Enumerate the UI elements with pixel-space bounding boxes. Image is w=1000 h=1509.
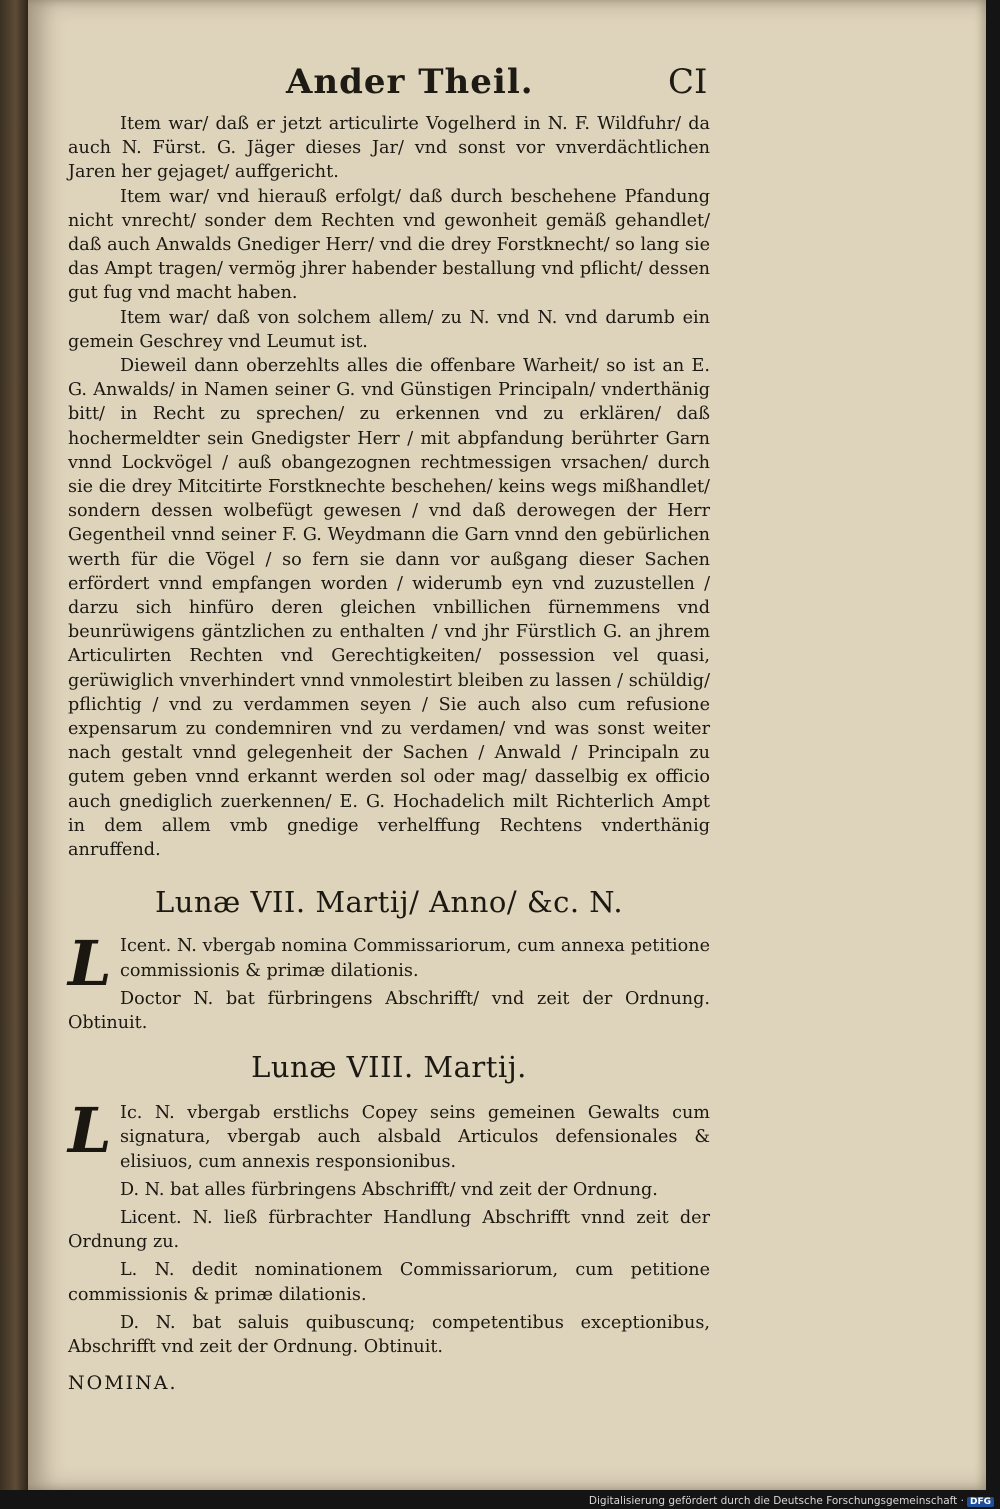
paragraph: Dieweil dann oberzehlts alles die offenbare Warheit/ so ist an E. G. Anwalds/ in Namen seiner G. vnd Günstigen Principaln/ vnderthänig bitt/ in Recht zu sprechen/ zu erkennen vnd zu erklären/ daß hochermeldter sein Gnedigster Herr / mit abpfandung berührter Garn vnnd Lockvögel / auß obangezognen rechtmessigen vrsachen/ durch sie die drey Mitcitirte Forstknechte beschehen/ keins wegs mißhandlet/ sondern dessen wolbefügt gewesen / vnd daß derowegen der Herr Gegentheil vnnd seiner F. G. Weydmann die Garn vnnd den gebürlichen werth für die Vögel / so fern sie dann vor außgang dieser Sachen erfördert vnnd empfangen worden / widerumb eyn vnd zuzustellen / darzu sich hinfüro deren gleichen vnbillichen fürnemmens vnd beunrüwigens gäntzlichen zu enthalten / vnd jhr Fürstlich G. an jhrem Articulirten Rechten vnd Gerechtigkeiten/ possession vel quasi, gerüwiglich vnverhindert vnnd vnmolestirt bleiben zu lassen / schüldig/ pflichtig / vnd zu verdammen seyen / Sie auch also cum refusione expensarum zu condemniren vnd zu verdamen/ vnd was sonst weiter nach gestalt vnnd gelegenheit der Sachen / Anwald / Principaln zu gutem geben vnnd erkannt werden sol oder mag/ dasselbig ex officio auch gnediglich zuerkennen/ E. G. Hochadelich milt Richterlich Ampt in dem allem vmb gnedige verhelffung Rechtens vnderthänig anruffend. (68, 356, 710, 861)
paragraph: Doctor N. bat fürbringens Abschrifft/ vnd zeit der Ordnung. Obtinuit. (68, 988, 710, 1033)
text-block (68, 112, 710, 1395)
running-head: Ander Theil. (286, 62, 534, 102)
paragraph: Item war/ vnd hierauß erfolgt/ daß durch beschehene Pfandung nicht vnrecht/ sonder dem Rechten vnd gewonheit gemäß gehandlet/ daß auch Anwalds Gnediger Herr/ vnd die drey Forstknecht/ so lang sie das Ampt tragen/ vermög jhrer habender bestallung vnd pflicht/ dessen gut fug vnd macht haben. (68, 186, 710, 304)
drop-cap-letter: L (68, 927, 112, 1001)
credit-text: Digitalisierung gefördert durch die Deutsche Forschungsgemeinschaft · (588, 1495, 964, 1507)
paragraph: Licent. N. ließ fürbrachter Handlung Abschrifft vnnd zeit der Ordnung zu. (68, 1207, 710, 1253)
dfg-logo-icon: DFG (967, 1497, 994, 1507)
scanned-page (28, 0, 986, 1490)
drop-cap-paragraph (68, 927, 710, 1001)
paragraph: D. N. bat saluis quibuscunq; competentibus exceptionibus, Abschrifft vnd zeit der Ordnung. Obtinuit. (68, 1312, 710, 1357)
paragraph: D. N. bat alles fürbringens Abschrifft/ vnd zeit der Ordnung. (120, 1179, 658, 1200)
digitization-credit (589, 1495, 994, 1507)
catchword: NOMINA. (68, 1372, 178, 1395)
paragraph-text: Ic. N. vbergab erstlichs Copey seins gemeinen Gewalts cum signatura, vbergab auch alsbald Articulos defensionales & elisiuos, cum annexis responsionibus. (120, 1103, 710, 1172)
folio-number: CI (668, 62, 708, 102)
book-spine-edge (0, 0, 28, 1490)
paragraph: L. N. dedit nominationem Commissariorum, cum petitione commissionis & primæ dilationis. (68, 1260, 710, 1305)
drop-cap-paragraph (68, 1094, 710, 1174)
drop-cap-letter: L (68, 1094, 112, 1168)
section-heading: Lunæ VII. Martij/ Anno/ &c. N. (154, 885, 624, 920)
paragraph: Item war/ daß von solchem allem/ zu N. vnd N. vnd darumb ein gemein Geschrey vnd Leumut ist. (68, 307, 710, 352)
paragraph: Item war/ daß er jetzt articulirte Vogelherd in N. F. Wildfuhr/ da auch N. Fürst. G. Jäger dieses Jar/ vnd sonst vor vnverdächtlichen Jaren her gejaget/ auffgericht. (68, 114, 710, 183)
paragraph-text: Icent. N. vbergab nomina Commissariorum, cum annexa petitione commissionis & primæ dilationis. (120, 936, 710, 981)
section-heading: Lunæ VIII. Martij. (251, 1050, 527, 1085)
